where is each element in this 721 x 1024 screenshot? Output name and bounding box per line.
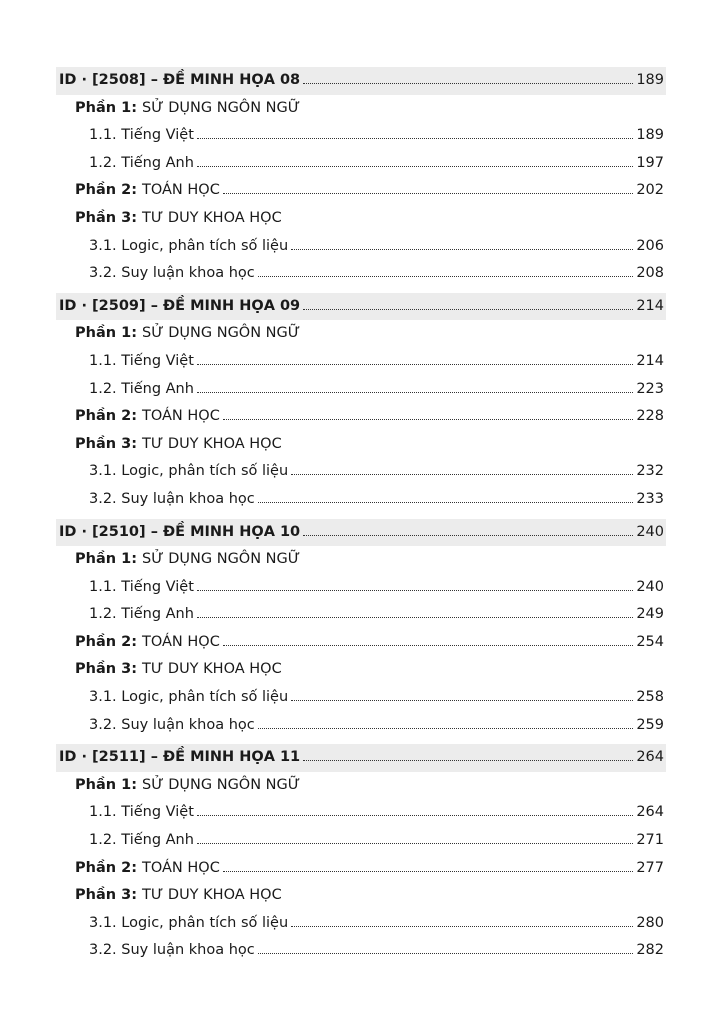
part-row xyxy=(56,431,666,459)
part-label: Phần 2: xyxy=(75,182,137,199)
subsection-row[interactable] xyxy=(56,348,666,376)
exam-heading-row[interactable] xyxy=(56,519,666,547)
dot-leader xyxy=(223,871,633,872)
dot-leader xyxy=(303,83,633,84)
dot-leader xyxy=(291,474,633,475)
dot-leader xyxy=(197,617,633,618)
dot-leader xyxy=(303,760,633,761)
part-row[interactable] xyxy=(56,855,666,883)
part-title: TOÁN HỌC xyxy=(142,182,220,199)
part-label: Phần 2: xyxy=(75,633,137,650)
part-title: TƯ DUY KHOA HỌC xyxy=(142,661,282,678)
subsection-label: 1.1. Tiếng Việt xyxy=(89,127,194,144)
page-number: 223 xyxy=(636,380,664,397)
subsection-label: 1.2. Tiếng Anh xyxy=(89,832,194,849)
part-row xyxy=(56,320,666,348)
page-number: 249 xyxy=(636,606,664,623)
subsection-row[interactable] xyxy=(56,937,666,965)
part-label: Phần 2: xyxy=(75,859,137,876)
exam-heading-row[interactable] xyxy=(56,293,666,321)
subsection-label: 3.1. Logic, phân tích số liệu xyxy=(89,914,289,931)
subsection-label: 3.1. Logic, phân tích số liệu xyxy=(89,689,289,706)
page-number: 259 xyxy=(636,716,664,733)
page-number: 197 xyxy=(636,154,664,171)
subsection-row[interactable] xyxy=(56,574,666,602)
page-number: 277 xyxy=(636,859,664,876)
part-row xyxy=(56,205,666,233)
toc-section xyxy=(56,293,666,514)
exam-heading-row[interactable] xyxy=(56,744,666,772)
part-title: SỬ DỤNG NGÔN NGỮ xyxy=(142,99,301,116)
subsection-label: 1.2. Tiếng Anh xyxy=(89,380,194,397)
dot-leader xyxy=(197,590,633,591)
page-number: 189 xyxy=(636,127,664,144)
subsection-row[interactable] xyxy=(56,486,666,514)
page-number: 258 xyxy=(636,689,664,706)
subsection-row[interactable] xyxy=(56,712,666,740)
page-number: 214 xyxy=(636,352,664,369)
subsection-row[interactable] xyxy=(56,376,666,404)
page-number: 254 xyxy=(636,633,664,650)
subsection-label: 3.2. Suy luận khoa học xyxy=(89,490,255,507)
part-label: Phần 1: xyxy=(75,776,137,793)
dot-leader xyxy=(291,926,633,927)
part-row[interactable] xyxy=(56,403,666,431)
part-title: SỬ DỤNG NGÔN NGỮ xyxy=(142,325,301,342)
table-of-contents xyxy=(56,67,666,970)
dot-leader xyxy=(291,249,633,250)
subsection-label: 3.2. Suy luận khoa học xyxy=(89,942,255,959)
dot-leader xyxy=(197,843,633,844)
part-label: Phần 3: xyxy=(75,209,137,226)
subsection-label: 1.1. Tiếng Việt xyxy=(89,804,194,821)
dot-leader xyxy=(197,166,633,167)
part-row xyxy=(56,95,666,123)
page-number: 264 xyxy=(636,804,664,821)
dot-leader xyxy=(258,276,634,277)
dot-leader xyxy=(303,535,633,536)
subsection-label: 3.1. Logic, phân tích số liệu xyxy=(89,463,289,480)
page-number: 206 xyxy=(636,237,664,254)
part-label: Phần 3: xyxy=(75,661,137,678)
dot-leader xyxy=(197,392,633,393)
subsection-row[interactable] xyxy=(56,458,666,486)
subsection-label: 1.2. Tiếng Anh xyxy=(89,154,194,171)
part-title: SỬ DỤNG NGÔN NGỮ xyxy=(142,776,301,793)
part-title: TOÁN HỌC xyxy=(142,859,220,876)
exam-title: ID · [2510] – ĐỀ MINH HỌA 10 xyxy=(59,523,301,540)
page-number: 214 xyxy=(636,297,664,314)
dot-leader xyxy=(258,502,634,503)
part-row[interactable] xyxy=(56,177,666,205)
exam-title: ID · [2508] – ĐỀ MINH HỌA 08 xyxy=(59,72,301,88)
subsection-row[interactable] xyxy=(56,910,666,938)
page-number: 202 xyxy=(636,182,664,199)
subsection-label: 3.2. Suy luận khoa học xyxy=(89,265,255,282)
dot-leader xyxy=(291,700,633,701)
subsection-row[interactable] xyxy=(56,233,666,261)
part-row xyxy=(56,882,666,910)
part-label: Phần 1: xyxy=(75,325,137,342)
subsection-label: 3.2. Suy luận khoa học xyxy=(89,716,255,733)
part-label: Phần 3: xyxy=(75,435,137,452)
subsection-row[interactable] xyxy=(56,122,666,150)
page-number: 233 xyxy=(636,490,664,507)
page-number: 240 xyxy=(636,578,664,595)
part-row[interactable] xyxy=(56,629,666,657)
toc-section xyxy=(56,744,666,965)
dot-leader xyxy=(303,309,633,310)
page-number: 264 xyxy=(636,749,664,766)
subsection-label: 1.1. Tiếng Việt xyxy=(89,578,194,595)
part-title: TƯ DUY KHOA HỌC xyxy=(142,887,282,904)
part-title: TOÁN HỌC xyxy=(142,633,220,650)
subsection-label: 1.1. Tiếng Việt xyxy=(89,352,194,369)
part-label: Phần 1: xyxy=(75,99,137,116)
exam-title: ID · [2509] – ĐỀ MINH HỌA 09 xyxy=(59,297,301,314)
part-title: TOÁN HỌC xyxy=(142,408,220,425)
subsection-row[interactable] xyxy=(56,150,666,178)
page-number: 280 xyxy=(636,914,664,931)
subsection-row[interactable] xyxy=(56,827,666,855)
part-label: Phần 3: xyxy=(75,887,137,904)
part-title: TƯ DUY KHOA HỌC xyxy=(142,209,282,226)
part-title: TƯ DUY KHOA HỌC xyxy=(142,435,282,452)
dot-leader xyxy=(223,419,633,420)
subsection-label: 1.2. Tiếng Anh xyxy=(89,606,194,623)
subsection-row[interactable] xyxy=(56,260,666,288)
subsection-label: 3.1. Logic, phân tích số liệu xyxy=(89,237,289,254)
subsection-row[interactable] xyxy=(56,799,666,827)
part-row xyxy=(56,772,666,800)
page-number: 240 xyxy=(636,523,664,540)
subsection-row[interactable] xyxy=(56,684,666,712)
dot-leader xyxy=(223,193,633,194)
part-label: Phần 2: xyxy=(75,408,137,425)
page-number: 282 xyxy=(636,942,664,959)
page-number: 232 xyxy=(636,463,664,480)
toc-section xyxy=(56,67,666,288)
dot-leader xyxy=(258,953,634,954)
exam-heading-row[interactable] xyxy=(56,67,666,95)
page-number: 189 xyxy=(636,72,664,88)
page-number: 271 xyxy=(636,832,664,849)
part-row xyxy=(56,546,666,574)
dot-leader xyxy=(197,138,633,139)
page-number: 208 xyxy=(636,265,664,282)
page-number: 228 xyxy=(636,408,664,425)
toc-section xyxy=(56,519,666,740)
part-label: Phần 1: xyxy=(75,551,137,568)
part-row xyxy=(56,656,666,684)
dot-leader xyxy=(223,645,633,646)
dot-leader xyxy=(258,728,634,729)
part-title: SỬ DỤNG NGÔN NGỮ xyxy=(142,551,301,568)
exam-title: ID · [2511] – ĐỀ MINH HỌA 11 xyxy=(59,749,301,766)
subsection-row[interactable] xyxy=(56,601,666,629)
dot-leader xyxy=(197,364,633,365)
dot-leader xyxy=(197,815,633,816)
